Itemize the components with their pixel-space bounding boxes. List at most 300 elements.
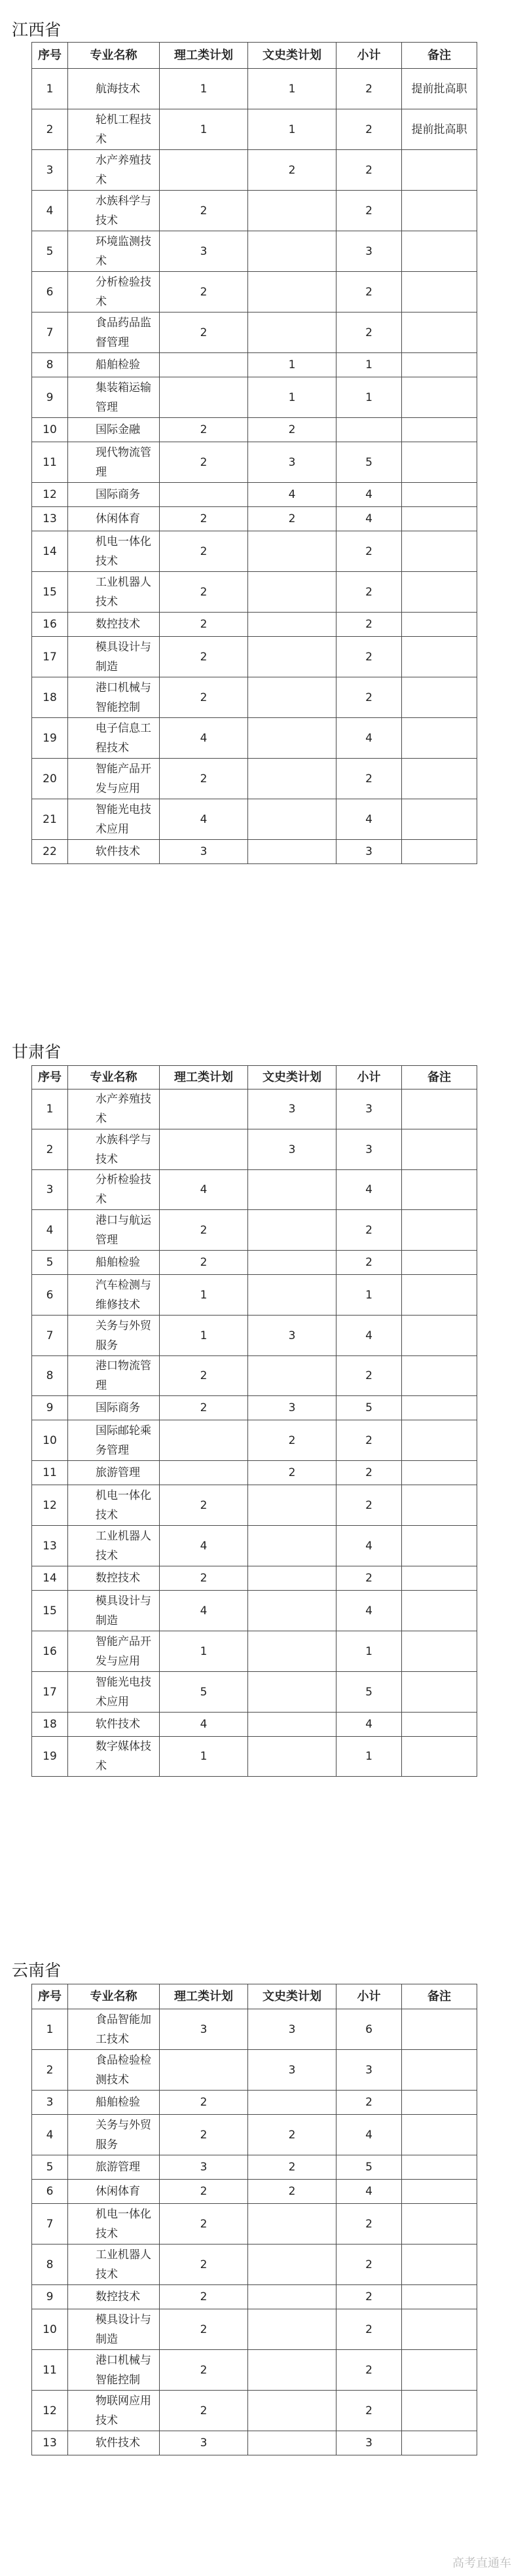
major-name: 分析检验技术: [96, 275, 151, 309]
table-row: [32, 1631, 477, 1672]
arts-plan-cell: 4: [248, 483, 336, 507]
science-plan-cell: [160, 483, 248, 507]
index-cell: 8: [32, 2245, 68, 2285]
column-header: 专业名称: [68, 43, 160, 69]
arts-plan-cell: 1: [248, 377, 336, 418]
major-name-cell: [68, 2245, 160, 2285]
major-name: 机电一体化技术: [96, 535, 151, 568]
major-name: 电子信息工程技术: [96, 721, 151, 755]
index-cell: 17: [32, 637, 68, 677]
table-row: [32, 799, 477, 840]
subtotal-cell: 2: [336, 637, 402, 677]
subtotal-cell: 2: [336, 272, 402, 313]
note-cell: [402, 1275, 477, 1316]
major-name: 轮机工程技术: [96, 113, 151, 146]
column-header: 理工类计划: [160, 1984, 248, 2009]
subtotal-cell: 4: [336, 1713, 402, 1737]
science-plan-cell: 2: [160, 1396, 248, 1420]
major-name: 关务与外贸服务: [96, 1319, 151, 1352]
science-plan-cell: 2: [160, 507, 248, 531]
index-cell: 10: [32, 1420, 68, 1461]
science-plan-cell: 2: [160, 2204, 248, 2245]
major-name-cell: [68, 1461, 160, 1485]
index-cell: 19: [32, 1737, 68, 1777]
major-name: 汽车检测与维修技术: [96, 1278, 151, 1312]
note-cell: [402, 2350, 477, 2391]
index-cell: 8: [32, 1356, 68, 1396]
science-plan-cell: 1: [160, 1316, 248, 1356]
science-plan-cell: 3: [160, 2155, 248, 2180]
science-plan-cell: 1: [160, 1737, 248, 1777]
index-cell: 2: [32, 2050, 68, 2091]
major-name: 工业机器人技术: [96, 575, 151, 609]
subtotal-cell: 4: [336, 507, 402, 531]
science-plan-cell: 2: [160, 1210, 248, 1251]
index-cell: 12: [32, 483, 68, 507]
major-name: 休闲体育: [96, 2185, 140, 2198]
index-cell: 3: [32, 150, 68, 191]
subtotal-cell: 4: [336, 1170, 402, 1210]
subtotal-cell: 4: [336, 718, 402, 759]
subtotal-cell: 2: [336, 109, 402, 150]
arts-plan-cell: [248, 759, 336, 799]
table-row: [32, 531, 477, 572]
index-cell: 13: [32, 507, 68, 531]
index-cell: 22: [32, 840, 68, 864]
subtotal-cell: 2: [336, 2309, 402, 2350]
major-name: 工业机器人技术: [96, 2248, 151, 2281]
major-name-cell: [68, 677, 160, 718]
note-cell: [402, 1526, 477, 1566]
arts-plan-cell: [248, 1485, 336, 1526]
science-plan-cell: 2: [160, 272, 248, 313]
science-plan-cell: [160, 1089, 248, 1129]
subtotal-cell: 2: [336, 1356, 402, 1396]
arts-plan-cell: [248, 231, 336, 272]
column-header: 备注: [402, 1066, 477, 1089]
major-name-cell: [68, 442, 160, 483]
index-cell: 7: [32, 2204, 68, 2245]
subtotal-cell: 4: [336, 799, 402, 840]
note-cell: [402, 2009, 477, 2050]
major-name: 软件技术: [96, 845, 140, 858]
subtotal-cell: 2: [336, 1566, 402, 1591]
arts-plan-cell: [248, 313, 336, 353]
note-cell: [402, 1356, 477, 1396]
index-cell: 4: [32, 191, 68, 231]
subtotal-cell: 3: [336, 840, 402, 864]
science-plan-cell: 4: [160, 718, 248, 759]
major-name: 旅游管理: [96, 1466, 140, 1479]
subtotal-cell: 3: [336, 1089, 402, 1129]
note-cell: [402, 840, 477, 864]
science-plan-cell: 4: [160, 799, 248, 840]
major-name: 工业机器人技术: [96, 1529, 151, 1563]
plan-table-jiangxi: [31, 42, 477, 864]
subtotal-cell: 2: [336, 2245, 402, 2285]
subtotal-cell: 2: [336, 1210, 402, 1251]
science-plan-cell: 4: [160, 1170, 248, 1210]
note-cell: [402, 677, 477, 718]
subtotal-cell: 2: [336, 677, 402, 718]
note-cell: [402, 1396, 477, 1420]
major-name: 国际邮轮乘务管理: [96, 1424, 151, 1457]
arts-plan-cell: 2: [248, 2155, 336, 2180]
index-cell: 5: [32, 2155, 68, 2180]
index-cell: 8: [32, 353, 68, 377]
note-cell: [402, 1089, 477, 1129]
arts-plan-cell: [248, 1672, 336, 1713]
index-cell: 1: [32, 1089, 68, 1129]
subtotal-cell: 3: [336, 1129, 402, 1170]
subtotal-cell: 2: [336, 1420, 402, 1461]
index-cell: 1: [32, 69, 68, 109]
major-name: 智能光电技术应用: [96, 1675, 151, 1709]
note-cell: [402, 2050, 477, 2091]
subtotal-cell: 2: [336, 613, 402, 637]
major-name-cell: [68, 1420, 160, 1461]
note-cell: [402, 1170, 477, 1210]
arts-plan-cell: [248, 1526, 336, 1566]
major-name: 数控技术: [96, 618, 140, 631]
subtotal-cell: 2: [336, 2285, 402, 2309]
subtotal-cell: 5: [336, 1396, 402, 1420]
major-name-cell: [68, 1356, 160, 1396]
major-name: 港口物流管理: [96, 1359, 151, 1392]
major-name-cell: [68, 109, 160, 150]
major-name-cell: [68, 507, 160, 531]
science-plan-cell: 2: [160, 442, 248, 483]
table-row: [32, 69, 477, 109]
subtotal-cell: 3: [336, 231, 402, 272]
table-row: [32, 1089, 477, 1129]
arts-plan-cell: [248, 1737, 336, 1777]
column-header: 理工类计划: [160, 43, 248, 69]
header-row: [32, 1066, 477, 1089]
major-name-cell: [68, 1713, 160, 1737]
table-row: [32, 637, 477, 677]
note-cell: [402, 418, 477, 442]
subtotal-cell: 2: [336, 531, 402, 572]
column-header: 理工类计划: [160, 1066, 248, 1089]
science-plan-cell: 1: [160, 109, 248, 150]
major-name-cell: [68, 1316, 160, 1356]
arts-plan-cell: 2: [248, 1420, 336, 1461]
index-cell: 4: [32, 1210, 68, 1251]
major-name-cell: [68, 637, 160, 677]
note-cell: [402, 531, 477, 572]
arts-plan-cell: [248, 2350, 336, 2391]
major-name-cell: [68, 799, 160, 840]
column-header: 备注: [402, 43, 477, 69]
science-plan-cell: 2: [160, 531, 248, 572]
note-cell: [402, 1420, 477, 1461]
major-name-cell: [68, 1737, 160, 1777]
table-row: [32, 2050, 477, 2091]
arts-plan-cell: 2: [248, 418, 336, 442]
note-cell: [402, 1210, 477, 1251]
table-row: [32, 1737, 477, 1777]
index-cell: 16: [32, 1631, 68, 1672]
science-plan-cell: [160, 1420, 248, 1461]
major-name: 旅游管理: [96, 2161, 140, 2174]
subtotal-cell: 4: [336, 2115, 402, 2155]
arts-plan-cell: 3: [248, 1089, 336, 1129]
table-row: [32, 442, 477, 483]
arts-plan-cell: 1: [248, 69, 336, 109]
table-row: [32, 109, 477, 150]
science-plan-cell: 2: [160, 2391, 248, 2431]
major-name-cell: [68, 1526, 160, 1566]
index-cell: 11: [32, 442, 68, 483]
column-header: 序号: [32, 1984, 68, 2009]
index-cell: 6: [32, 2180, 68, 2204]
note-cell: [402, 2285, 477, 2309]
index-cell: 12: [32, 1485, 68, 1526]
major-name: 船舶检验: [96, 2096, 140, 2109]
major-name: 水产养殖技术: [96, 153, 151, 187]
column-header: 小计: [336, 43, 402, 69]
subtotal-cell: 5: [336, 1672, 402, 1713]
province-title-jiangxi: 江西省: [12, 20, 62, 39]
index-cell: 10: [32, 418, 68, 442]
table-row: [32, 1461, 477, 1485]
table-row: [32, 1210, 477, 1251]
arts-plan-cell: [248, 2285, 336, 2309]
major-name-cell: [68, 572, 160, 613]
arts-plan-cell: 2: [248, 507, 336, 531]
index-cell: 18: [32, 677, 68, 718]
arts-plan-cell: 3: [248, 1129, 336, 1170]
index-cell: 6: [32, 272, 68, 313]
index-cell: 9: [32, 377, 68, 418]
note-cell: [402, 2245, 477, 2285]
arts-plan-cell: [248, 2309, 336, 2350]
subtotal-cell: 1: [336, 1275, 402, 1316]
science-plan-cell: 2: [160, 2115, 248, 2155]
major-name: 模具设计与制造: [96, 640, 151, 673]
index-cell: 9: [32, 2285, 68, 2309]
major-name: 软件技术: [96, 1718, 140, 1731]
table-row: [32, 759, 477, 799]
subtotal-cell: 1: [336, 1737, 402, 1777]
major-name-cell: [68, 69, 160, 109]
table-row: [32, 2431, 477, 2455]
science-plan-cell: [160, 2050, 248, 2091]
arts-plan-cell: 3: [248, 1316, 336, 1356]
table-row: [32, 191, 477, 231]
table-row: [32, 2285, 477, 2309]
index-cell: 13: [32, 1526, 68, 1566]
note-cell: [402, 613, 477, 637]
table-row: [32, 1713, 477, 1737]
arts-plan-cell: [248, 1210, 336, 1251]
subtotal-cell: 4: [336, 1526, 402, 1566]
science-plan-cell: 2: [160, 1251, 248, 1275]
major-name-cell: [68, 2050, 160, 2091]
arts-plan-cell: [248, 2245, 336, 2285]
major-name-cell: [68, 1591, 160, 1631]
table-row: [32, 1396, 477, 1420]
science-plan-cell: 2: [160, 2309, 248, 2350]
major-name-cell: [68, 2350, 160, 2391]
arts-plan-cell: [248, 677, 336, 718]
arts-plan-cell: [248, 1251, 336, 1275]
arts-plan-cell: [248, 572, 336, 613]
column-header: 专业名称: [68, 1066, 160, 1089]
major-name: 港口机械与智能控制: [96, 2353, 151, 2387]
table-row: [32, 840, 477, 864]
major-name-cell: [68, 1210, 160, 1251]
note-cell: [402, 2180, 477, 2204]
major-name-cell: [68, 2180, 160, 2204]
subtotal-cell: 2: [336, 572, 402, 613]
table-row: [32, 483, 477, 507]
arts-plan-cell: 1: [248, 353, 336, 377]
table-row: [32, 572, 477, 613]
subtotal-cell: 2: [336, 150, 402, 191]
column-header: 序号: [32, 1066, 68, 1089]
major-name-cell: [68, 840, 160, 864]
subtotal-cell: 4: [336, 483, 402, 507]
index-cell: 1: [32, 2009, 68, 2050]
major-name: 食品智能加工技术: [96, 2013, 151, 2046]
subtotal-cell: 1: [336, 1631, 402, 1672]
major-name-cell: [68, 377, 160, 418]
major-name-cell: [68, 531, 160, 572]
science-plan-cell: 2: [160, 759, 248, 799]
index-cell: 12: [32, 2391, 68, 2431]
subtotal-cell: 2: [336, 69, 402, 109]
arts-plan-cell: 3: [248, 2050, 336, 2091]
science-plan-cell: [160, 377, 248, 418]
major-name: 数控技术: [96, 2290, 140, 2303]
note-cell: [402, 353, 477, 377]
index-cell: 13: [32, 2431, 68, 2455]
science-plan-cell: 4: [160, 1526, 248, 1566]
note-cell: [402, 2115, 477, 2155]
subtotal-cell: 2: [336, 759, 402, 799]
arts-plan-cell: 2: [248, 1461, 336, 1485]
column-header: 备注: [402, 1984, 477, 2009]
major-name: 环境监测技术: [96, 235, 151, 268]
province-title-yunnan: 云南省: [12, 1961, 62, 1980]
arts-plan-cell: [248, 191, 336, 231]
table-row: [32, 1420, 477, 1461]
subtotal-cell: 1: [336, 353, 402, 377]
major-name-cell: [68, 1485, 160, 1526]
table-row: [32, 2009, 477, 2050]
science-plan-cell: 2: [160, 191, 248, 231]
table-row: [32, 2391, 477, 2431]
note-cell: [402, 1566, 477, 1591]
subtotal-cell: 2: [336, 1461, 402, 1485]
table-row: [32, 418, 477, 442]
index-cell: 6: [32, 1275, 68, 1316]
major-name: 食品药品监督管理: [96, 316, 151, 349]
major-name: 物联网应用技术: [96, 2394, 151, 2427]
note-cell: [402, 1129, 477, 1170]
table-row: [32, 2115, 477, 2155]
science-plan-cell: 2: [160, 313, 248, 353]
index-cell: 3: [32, 1170, 68, 1210]
table-row: [32, 313, 477, 353]
major-name: 现代物流管理: [96, 445, 151, 479]
note-cell: [402, 191, 477, 231]
major-name: 软件技术: [96, 2436, 140, 2450]
major-name: 机电一体化技术: [96, 2207, 151, 2241]
arts-plan-cell: [248, 2431, 336, 2455]
note-cell: [402, 507, 477, 531]
note-cell: [402, 1251, 477, 1275]
science-plan-cell: [160, 1461, 248, 1485]
index-cell: 17: [32, 1672, 68, 1713]
subtotal-cell: 4: [336, 1316, 402, 1356]
note-cell: [402, 313, 477, 353]
major-name: 国际商务: [96, 1401, 140, 1414]
major-name-cell: [68, 1251, 160, 1275]
science-plan-cell: [160, 1129, 248, 1170]
table-row: [32, 1316, 477, 1356]
index-cell: 16: [32, 613, 68, 637]
plan-table-yunnan: [31, 1984, 477, 2455]
science-plan-cell: 3: [160, 2009, 248, 2050]
table-row: [32, 231, 477, 272]
table-row: [32, 2245, 477, 2285]
note-cell: [402, 231, 477, 272]
header-row: [32, 1984, 477, 2009]
arts-plan-cell: [248, 2204, 336, 2245]
subtotal-cell: 4: [336, 1591, 402, 1631]
index-cell: 18: [32, 1713, 68, 1737]
arts-plan-cell: [248, 1713, 336, 1737]
arts-plan-cell: 2: [248, 2115, 336, 2155]
subtotal-cell: 3: [336, 2431, 402, 2455]
note-cell: [402, 1461, 477, 1485]
subtotal-cell: 1: [336, 377, 402, 418]
major-name: 港口与航运管理: [96, 1213, 151, 1247]
arts-plan-cell: [248, 531, 336, 572]
science-plan-cell: [160, 150, 248, 191]
major-name: 模具设计与制造: [96, 2313, 151, 2346]
note-cell: [402, 1485, 477, 1526]
table-row: [32, 1566, 477, 1591]
major-name-cell: [68, 272, 160, 313]
major-name-cell: [68, 2115, 160, 2155]
major-name: 关务与外贸服务: [96, 2118, 151, 2151]
table-row: [32, 1275, 477, 1316]
arts-plan-cell: [248, 1566, 336, 1591]
note-cell: [402, 1713, 477, 1737]
watermark: 高考直通车: [452, 2556, 511, 2570]
major-name: 分析检验技术: [96, 1173, 151, 1206]
major-name-cell: [68, 1275, 160, 1316]
major-name: 智能产品开发与应用: [96, 762, 151, 795]
major-name: 数控技术: [96, 1572, 140, 1585]
table-row: [32, 2091, 477, 2115]
note-cell: [402, 442, 477, 483]
arts-plan-cell: [248, 718, 336, 759]
index-cell: 21: [32, 799, 68, 840]
subtotal-cell: 6: [336, 2009, 402, 2050]
note-cell: [402, 1672, 477, 1713]
note-cell: [402, 483, 477, 507]
table-row: [32, 353, 477, 377]
note-cell: [402, 2431, 477, 2455]
major-name: 数字媒体技术: [96, 1740, 151, 1773]
subtotal-cell: 2: [336, 313, 402, 353]
major-name-cell: [68, 1089, 160, 1129]
